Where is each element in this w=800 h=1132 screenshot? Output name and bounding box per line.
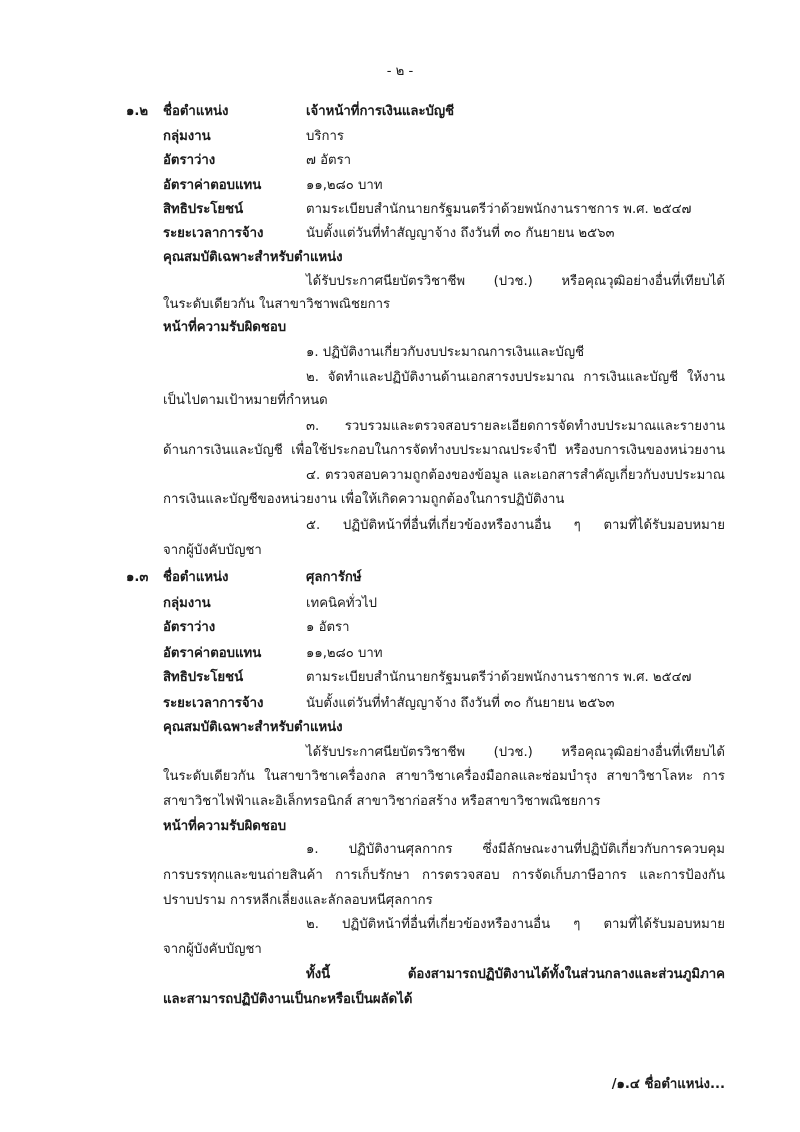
- duty-line: จากผู้บังคับบัญชา: [163, 543, 262, 558]
- note-line: และสามารถปฏิบัติงานเป็นกะหรือเป็นผลัดได้: [163, 992, 413, 1007]
- continuation-footer: /๑.๔ ชื่อตำแหน่ง...: [611, 1077, 725, 1092]
- row-value: ๑๑,๒๘๐ บาท: [306, 646, 383, 661]
- duty-line: ๓. รวบรวมและตรวจสอบรายละเอียดการจัดทำงบประมาณและรายงาน: [306, 419, 725, 434]
- row-value: นับตั้งแต่วันที่ทำสัญญาจ้าง ถึงวันที่ ๓๐ กันยายน ๒๕๖๓: [306, 696, 615, 711]
- section-number: ๑.๒: [126, 104, 149, 119]
- qualification-heading: คุณสมบัติเฉพาะสำหรับตำแหน่ง: [163, 720, 343, 735]
- duty-line: ๒. ปฏิบัติหน้าที่อื่นที่เกี่ยวข้องหรืองานอื่น ๆ ตามที่ได้รับมอบหมาย: [306, 917, 725, 932]
- position-name-label: ชื่อตำแหน่ง: [163, 570, 229, 585]
- row-label: ระยะเวลาการจ้าง: [163, 696, 264, 711]
- duties-heading: หน้าที่ความรับผิดชอบ: [163, 819, 287, 834]
- qualification-line: ในระดับเดียวกัน ในสาขาวิชาพณิชยการ: [163, 297, 391, 312]
- row-value: ๗ อัตรา: [306, 153, 352, 168]
- qualification-heading: คุณสมบัติเฉพาะสำหรับตำแหน่ง: [163, 250, 343, 265]
- row-label: อัตราค่าตอบแทน: [163, 178, 262, 193]
- section-number: ๑.๓: [126, 570, 149, 585]
- qualification-line: ได้รับประกาศนียบัตรวิชาชีพ (ปวช.) หรือคุณวุฒิอย่างอื่นที่เทียบได้: [306, 274, 725, 289]
- duties-heading: หน้าที่ความรับผิดชอบ: [163, 320, 287, 335]
- row-value: นับตั้งแต่วันที่ทำสัญญาจ้าง ถึงวันที่ ๓๐ กันยายน ๒๕๖๓: [306, 226, 615, 241]
- duty-line: ด้านการเงินและบัญชี เพื่อใช้ประกอบในการจัดทำงบประมาณประจำปี หรืองบการเงินของหน่วยงาน: [163, 443, 725, 458]
- row-label: กลุ่มงาน: [163, 129, 211, 144]
- duty-line: เป็นไปตามเป้าหมายที่กำหนด: [163, 393, 328, 408]
- duty-line: ๔. ตรวจสอบความถูกต้องของข้อมูล และเอกสารสำคัญเกี่ยวกับงบประมาณ: [306, 468, 725, 483]
- note-line: ทั้งนี้ ต้องสามารถปฏิบัติงานได้ทั้งในส่วนกลางและส่วนภูมิภาค: [306, 967, 725, 982]
- duty-line: การบรรทุกและขนถ่ายสินค้า การเก็บรักษา การตรวจสอบ การจัดเก็บภาษีอากร และการป้องกัน: [163, 868, 725, 883]
- row-value: ๑ อัตรา: [306, 620, 350, 635]
- duty-line: ปราบปราม การหลีกเลี่ยงและลักลอบหนีศุลกากร: [163, 893, 433, 908]
- row-label: สิทธิประโยชน์: [163, 670, 244, 685]
- duty-line: ๒. จัดทำและปฏิบัติงานด้านเอกสารงบประมาณ การเงินและบัญชี ให้งาน: [306, 370, 725, 385]
- page-number: - ๒ -: [386, 64, 414, 79]
- duty-line: ๕. ปฏิบัติหน้าที่อื่นที่เกี่ยวข้องหรืองานอื่น ๆ ตามที่ได้รับมอบหมาย: [306, 518, 725, 533]
- duty-line: จากผู้บังคับบัญชา: [163, 942, 262, 957]
- row-label: กลุ่มงาน: [163, 596, 211, 611]
- qualification-line: สาขาวิชาไฟฟ้าและอิเล็กทรอนิกส์ สาขาวิชาก่อสร้าง หรือสาขาวิชาพณิชยการ: [163, 794, 601, 809]
- duty-line: การเงินและบัญชีของหน่วยงาน เพื่อให้เกิดความถูกต้องในการปฏิบัติงาน: [163, 492, 565, 507]
- duty-line: ๑. ปฏิบัติงานศุลกากร ซึ่งมีลักษณะงานที่ปฏิบัติเกี่ยวกับการควบคุม: [306, 842, 725, 857]
- row-value: ตามระเบียบสำนักนายกรัฐมนตรีว่าด้วยพนักงานราชการ พ.ศ. ๒๕๔๗: [306, 202, 692, 217]
- row-label: อัตราค่าตอบแทน: [163, 646, 262, 661]
- row-value: ตามระเบียบสำนักนายกรัฐมนตรีว่าด้วยพนักงานราชการ พ.ศ. ๒๕๔๗: [306, 670, 692, 685]
- row-label: ระยะเวลาการจ้าง: [163, 226, 264, 241]
- row-value: เทคนิคทั่วไป: [306, 596, 377, 611]
- qualification-line: ได้รับประกาศนียบัตรวิชาชีพ (ปวช.) หรือคุณวุฒิอย่างอื่นที่เทียบได้: [306, 745, 725, 760]
- duty-line: ๑. ปฏิบัติงานเกี่ยวกับงบประมาณการเงินและบัญชี: [306, 345, 585, 360]
- qualification-line: ในระดับเดียวกัน ในสาขาวิชาเครื่องกล สาขาวิชาเครื่องมือกลและซ่อมบำรุง สาขาวิชาโลหะ การ: [163, 769, 725, 784]
- row-label: อัตราว่าง: [163, 153, 216, 168]
- position-name-label: ชื่อตำแหน่ง: [163, 104, 229, 119]
- row-value: บริการ: [306, 129, 344, 144]
- row-value: ๑๑,๒๘๐ บาท: [306, 178, 383, 193]
- row-label: อัตราว่าง: [163, 620, 216, 635]
- position-name-value: ศุลการักษ์: [306, 570, 362, 585]
- row-label: สิทธิประโยชน์: [163, 202, 244, 217]
- position-name-value: เจ้าหน้าที่การเงินและบัญชี: [306, 104, 455, 119]
